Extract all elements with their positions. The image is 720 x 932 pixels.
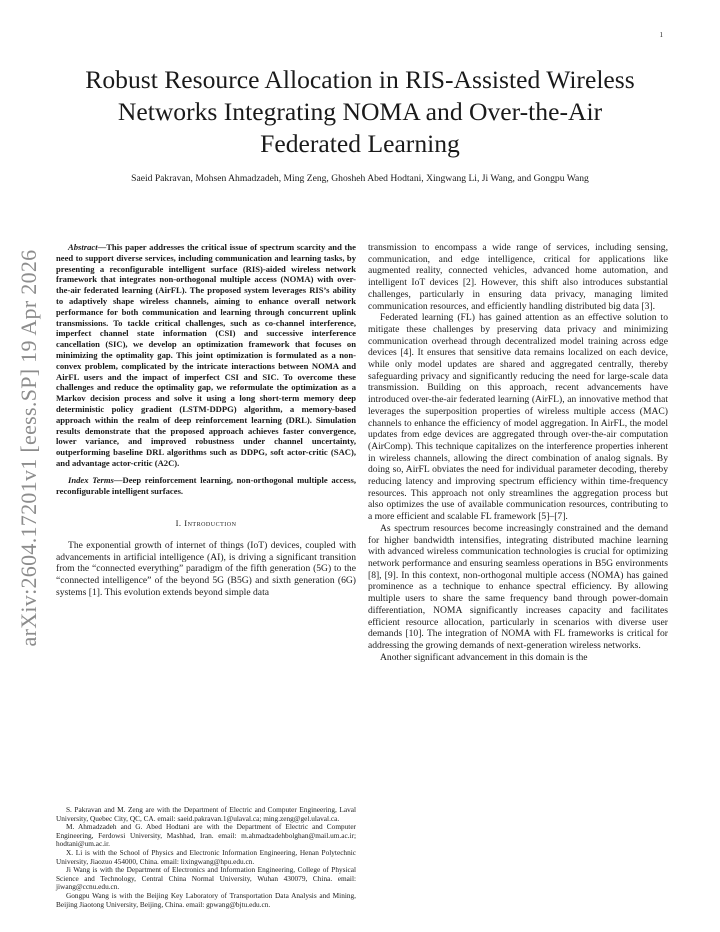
- author-list: Saeid Pakravan, Mohsen Ahmadzadeh, Ming Zeng, Ghosheh Abed Hodtani, Xingwang Li, Ji Wang, and Gongpu Wang: [131, 173, 589, 184]
- footnote: M. Ahmadzadeh and G. Abed Hodtani are with the Department of Electric and Computer Engineering, Ferdowsi University, Mashhad, Iran. email: m.ahmadzadehbolghan@mail.um.ac.ir; hodtani@um.ac.ir.: [56, 822, 356, 849]
- abstract: [56, 242, 356, 469]
- abstract-text: —This paper addresses the critical issue of spectrum scarcity and the need to support diverse services, including communication and learning tasks, by presenting a reconfigurable intelligent surface (RIS)-aided wireless network framework that integrates non-orthogonal multiple access (NOMA) with over-the-air federated learning (AirFL). The proposed system leverages RIS’s ability to adaptively shape wireless channels, aiming to enhance overall network performance for both communication and learning through concurrent uplink transmissions. To tackle critical challenges, such as co-channel interference, imperfect channel state information (CSI) and successive interference cancellation (SIC), we develop an optimization framework that focuses on minimizing the optimality gap. This joint optimization is formulated as a non-convex problem, complicated by the intricate interactions between NOMA and AirFL users and the impact of imperfect CSI and SIC. To overcome these challenges and reduce the optimality gap, we reformulate the optimization as a Markov decision process and solve it using a long short-term memory deep deterministic policy gradient (LSTM-DDPG) algorithm, a memory-based approach within the realm of deep reinforcement learning (DRL). Simulation results demonstrate that the proposed approach achieves faster convergence, lower variance, and improved robustness under channel uncertainty, outperforming baseline DRL algorithms such as DDPG, soft actor-critic (SAC), and advantage actor-critic (A2C).: [56, 242, 356, 468]
- page-number: 1: [659, 31, 663, 39]
- intro-paragraph-1: The exponential growth of internet of things (IoT) devices, coupled with advancements in artificial intelligence (AI), is driving a significant transition from the “connected everything” paradigm of the fifth generation (5G) to the “connected intelligence” of the beyond 5G (B5G) and sixth generation (6G) systems [1]. This evolution extends beyond simple data: [56, 540, 356, 598]
- left-column: [56, 242, 356, 599]
- index-terms-label: Index Terms: [68, 474, 114, 485]
- body-paragraph: Federated learning (FL) has gained attention as an effective solution to mitigate these challenges by preserving data privacy and minimizing communication overhead through decentralized model training across edge devices [4]. It ensures that sensitive data remains localized on each device, while only model updates are shared and aggregated centrally, thereby safeguarding privacy and significantly reducing the need for large-scale data transmission. Building on this approach, recent advancements have introduced over-the-air federated learning (AirFL), an innovative method that leverages the superposition properties of wireless multiple access (MAC) channels to enhance the efficiency of model aggregation. In AirFL, the model updates from edge devices are aggregated through over-the-air computation (AirComp). This technique capitalizes on the interference properties inherent in wireless channels, allowing the direct combination of analog signals. By doing so, AirFL obviates the need for individual parameter decoding, thereby reducing latency and improving spectrum efficiency within time-frequency resources. This approach not only streamlines the aggregation process but also optimizes the use of available communication resources, contributing to a more efficient and scalable FL framework [5]–[7].: [368, 312, 668, 523]
- body-paragraph: transmission to encompass a wide range of services, including sensing, communication, and edge intelligence, critical for applications like augmented reality, connected vehicles, advanced home automation, and intelligent IoT devices [2]. However, this shift also introduces substantial challenges, particularly in ensuring data privacy, managing limited communication resources, and efficiently handling distributed big data [3].: [368, 242, 668, 312]
- footnote: Gongpu Wang is with the Beijing Key Laboratory of Transportation Data Analysis and Mining, Beijing Jiaotong University, Beijing, China. email: gpwang@bjtu.edu.cn.: [56, 890, 356, 909]
- paper-title: Robust Resource Allocation in RIS-Assisted Wireless Networks Integrating NOMA and Over-the-Air Federated Learning: [85, 65, 635, 158]
- index-terms-text: —Deep reinforcement learning, non-orthogonal multiple access, reconfigurable intelligent surfaces.: [56, 474, 356, 496]
- author-footnotes: [56, 806, 356, 909]
- arxiv-sidebar: [14, 248, 44, 648]
- section-heading-introduction: I. Introduction: [175, 518, 237, 529]
- body-paragraph: As spectrum resources become increasingly constrained and the demand for higher bandwidth intensifies, integrating distributed machine learning with advanced wireless communication technologies is crucial for optimizing network performance and ensuring seamless operations in B5G environments [8], [9]. In this context, non-orthogonal multiple access (NOMA) has gained prominence as a technique to enhance spectral efficiency. By allowing multiple users to share the same frequency band through power-domain differentiation, NOMA significantly increases capacity and facilitates efficient resource allocation, particularly in scenarios with diverse user demands [10]. The integration of NOMA with FL frameworks is critical for addressing the growing demands of next-generation wireless networks.: [368, 522, 668, 651]
- body-paragraph: Another significant advancement in this domain is the: [380, 651, 588, 663]
- arxiv-identifier: arXiv:2604.17201v1 [eess.SP] 19 Apr 2026: [16, 249, 41, 647]
- abstract-label: Abstract: [68, 242, 98, 252]
- index-terms: [56, 475, 356, 497]
- footnote: S. Pakravan and M. Zeng are with the Department of Electric and Computer Engineering, Laval University, Quebec City, QC, CA. email: saeid.pakravan.1@ulaval.ca; ming.zeng@gel.ulaval.ca.: [56, 805, 356, 823]
- right-column: [368, 242, 668, 663]
- footnote: X. Li is with the School of Physics and Electronic Information Engineering, Henan Polytechnic University, Jiaozuo 454000, China. email: lixingwang@hpu.edu.cn.: [56, 847, 356, 866]
- footnote: Ji Wang is with the Department of Electronics and Information Engineering, College of Physical Science and Technology, Central China Normal University, Wuhan 430079, China. email: jiwang@ccnu.edu.cn.: [56, 865, 356, 892]
